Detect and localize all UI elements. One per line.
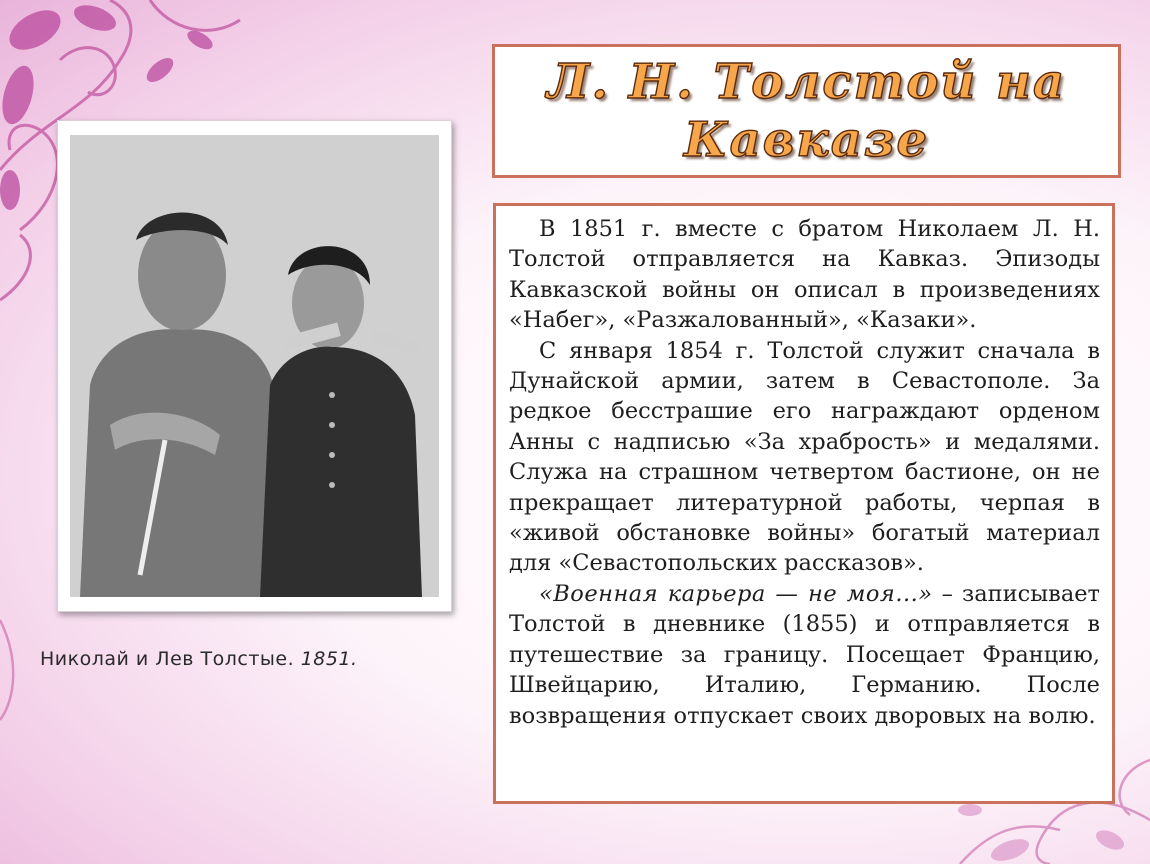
caption-names: Николай и Лев Толстые.: [40, 648, 295, 670]
photo-frame: [57, 120, 452, 612]
text-box: [493, 203, 1115, 804]
slide-title: Л. Н. Толстой на Кавказе: [546, 54, 1067, 168]
paragraph-2: С января 1854 г. Толстой служит сначала в Дунайской армии, затем в Севастополе. За редкое бесстрашие его награждают орденом Анны с надписью «За храбрость» и медалями. Служа на страшном четвертом бастионе, он не прекращает литературной работы, черпая в «живой обстановке войны» богатый материал для «Севастопольских рассказов».: [509, 337, 1100, 577]
photo-caption: [40, 648, 358, 670]
paragraph-3: [509, 579, 1100, 731]
diary-quote: «Военная карьера — не моя...»: [539, 580, 933, 607]
portrait-photo-icon: [70, 135, 439, 597]
paragraph-3-text: – записывает Толстой в дневнике (1855) и отправляется в путешествие за границу. Посещает Францию, Швейцарию, Италию, Германию. После возвращения отпускает своих дворовых на волю.: [509, 580, 1100, 729]
title-box: [492, 44, 1121, 178]
paragraph-1: В 1851 г. вместе с братом Николаем Л. Н. Толстой отправляется на Кавказ. Эпизоды Кавказской войны он описал в произведениях «Набег», «Разжалованный», «Казаки».: [509, 216, 1100, 334]
caption-year: 1851.: [300, 648, 358, 670]
